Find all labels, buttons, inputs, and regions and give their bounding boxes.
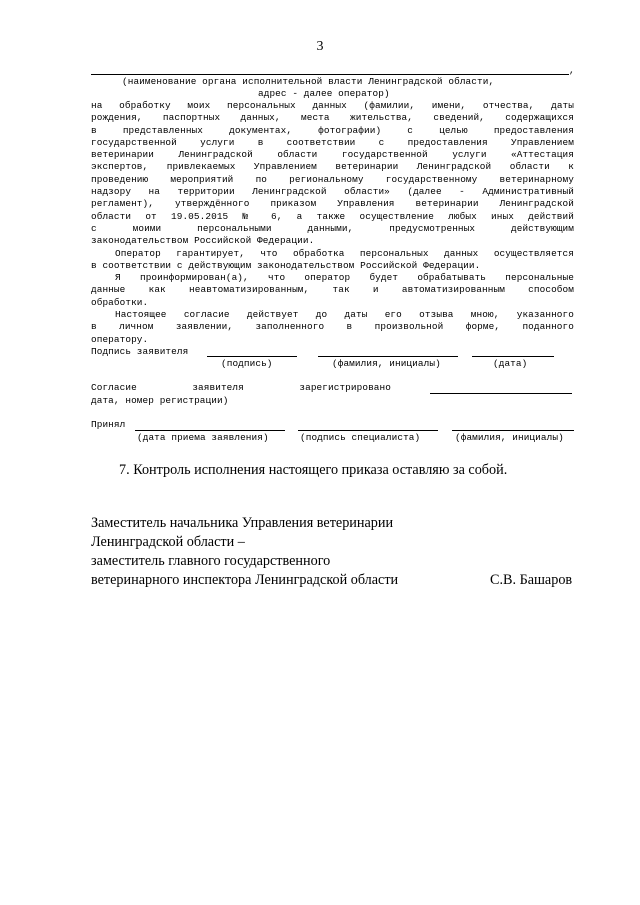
name-caption: (фамилия, инициалы) xyxy=(332,358,441,369)
validity-line: Настоящее согласие действует до даты его отзыва мною, указанного xyxy=(115,309,574,321)
signatory-title-line: Заместитель начальника Управления ветеринарии xyxy=(91,515,394,531)
consent-line: надзору на территории Ленинградской области» (далее - Административный xyxy=(91,186,574,198)
operator-caption-2: адрес - далее оператор) xyxy=(258,88,390,99)
consent-body xyxy=(91,100,574,346)
informed-line: данные как неавтоматизированным, так и автоматизированным способом xyxy=(91,284,574,296)
informed-line: обработки. xyxy=(91,296,149,308)
consent-line: регламент), утверждённого приказом Управления ветеринарии Ленинградской xyxy=(91,198,574,210)
consent-line: законодательством Российской Федерации. xyxy=(91,235,315,247)
signatory-title-line: Ленинградской области – xyxy=(91,534,245,550)
guarantee-line: Оператор гарантирует, что обработка персональных данных осуществляется xyxy=(115,247,574,259)
registration-label: Согласие заявителя зарегистрировано xyxy=(91,382,391,393)
validity-line: оператору. xyxy=(91,333,149,345)
informed-line: Я проинформирован(а), что оператор будет обрабатывать персональные xyxy=(115,272,574,284)
order-item-7: 7. Контроль исполнения настоящего приказа оставляю за собой. xyxy=(119,462,508,478)
consent-line: государственной услуги в соответствии с предоставления Управлением xyxy=(91,136,574,148)
received-date-caption: (дата приема заявления) xyxy=(137,432,269,443)
consent-line: проведению мероприятий по региональному государственному ветеринарному xyxy=(91,173,574,185)
page-number: 3 xyxy=(316,39,324,54)
operator-name-line xyxy=(91,74,569,75)
received-signature-caption: (подпись специалиста) xyxy=(300,432,421,443)
validity-line: в личном заявлении, заполненного в произвольной форме, поданного xyxy=(91,321,574,333)
name-blank[interactable] xyxy=(318,356,458,357)
date-blank[interactable] xyxy=(472,356,554,357)
signatory-title-line: ветеринарного инспектора Ленинградской области xyxy=(91,572,399,588)
guarantee-line: в соответствии с действующим законодательством Российской Федерации. xyxy=(91,259,481,271)
applicant-signature-label: Подпись заявителя xyxy=(91,346,189,357)
received-date-blank[interactable] xyxy=(135,430,285,431)
registration-caption: дата, номер регистрации) xyxy=(91,395,229,406)
consent-line: с моими персональными данными, предусмотренных действующим xyxy=(91,222,574,234)
received-label: Принял xyxy=(91,419,126,430)
operator-line-comma: , xyxy=(569,65,575,76)
signature-blank[interactable] xyxy=(207,356,297,357)
consent-line: рождения, паспортных данных, места жительства, сведений, содержащихся xyxy=(91,112,574,124)
consent-line: на обработку моих персональных данных (фамилии, имени, отчества, даты xyxy=(91,100,574,111)
consent-line: в представленных документах, фотографии) с целью предоставления xyxy=(91,124,574,136)
received-name-caption: (фамилия, инициалы) xyxy=(455,432,564,443)
registration-blank[interactable] xyxy=(430,393,572,394)
consent-line: экспертов, привлекаемых Управлением ветеринарии Ленинградской области к xyxy=(91,161,574,173)
signature-caption: (подпись) xyxy=(221,358,273,369)
received-name-blank[interactable] xyxy=(452,430,574,431)
signatory-title-line: заместитель главного государственного xyxy=(91,553,331,569)
operator-caption-1: (наименование органа исполнительной власти Ленинградской области, xyxy=(122,76,495,87)
signatory-name: С.В. Башаров xyxy=(490,572,573,588)
consent-line: области от 19.05.2015 № 6, а также осуществление любых иных действий xyxy=(91,210,574,222)
consent-line: ветеринарии Ленинградской области государственной услуги «Аттестация xyxy=(91,149,574,161)
date-caption: (дата) xyxy=(493,358,528,369)
received-signature-blank[interactable] xyxy=(298,430,438,431)
